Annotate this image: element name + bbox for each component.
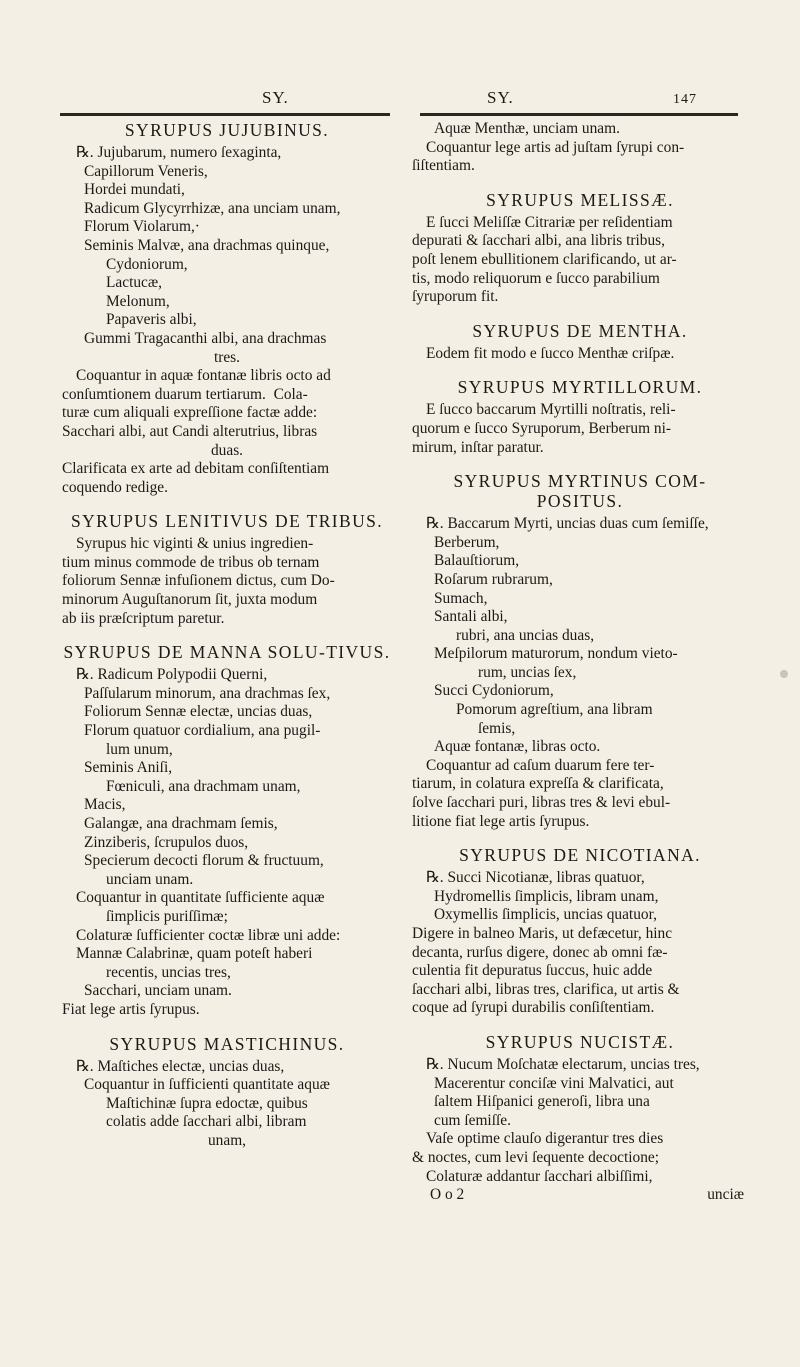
text-line: tis, modo reliquorum e ſucco parabilium (412, 269, 660, 287)
text-line: Papaveris albi, (106, 311, 197, 329)
text-line: E ſucco baccarum Myrtilli noſtratis, reli- (426, 401, 676, 419)
recipe-section (412, 845, 748, 1018)
text-line: Zinziberis, ſcrupulos duos, (84, 833, 249, 851)
text-line: ſolve ſacchari puri, libras tres & levi ebul- (412, 794, 671, 812)
text-line: Coquantur in aquæ fontanæ libris octo ad (76, 367, 331, 385)
section-title: SYRUPUS MYRTINUS COM-POSITUS. (453, 471, 707, 512)
text-line: Fœniculi, ana drachmam unam, (106, 777, 301, 795)
signature-mark: O o 2 (430, 1186, 465, 1204)
text-line: Florum Violarum,· (84, 218, 200, 236)
text-line: Oxymellis ſimplicis, uncias quatuor, (434, 906, 657, 924)
text-line: cum ſemiſſe. (434, 1111, 511, 1129)
text-line: culentia fit depuratus ſuccus, huic adde (412, 962, 653, 980)
text-line: ℞. Maſtiches electæ, uncias duas, (76, 1057, 285, 1075)
text-line: duas. (210, 441, 244, 459)
text-line: unciam unam. (106, 870, 194, 888)
header-rule-left (60, 113, 390, 116)
recipe-section (412, 321, 748, 364)
text-line: lum unum, (106, 740, 173, 758)
text-line: Coquantur in ſufficienti quantitate aquæ (84, 1076, 330, 1094)
recipe-section (62, 120, 392, 497)
text-line: Meſpilorum maturorum, nondum vieto- (434, 645, 678, 663)
text-line: Balauſtiorum, (434, 552, 520, 570)
text-line: ſiſtentiam. (412, 157, 475, 175)
section-title: SYRUPUS MELISSÆ. (486, 189, 674, 210)
text-line: poſt lenem ebullitionem clarificando, ut ar- (412, 250, 677, 268)
text-line: E ſucci Meliſſæ Citrariæ per reſidentiam (426, 213, 673, 231)
text-line: Florum quatuor cordialium, ana pugil- (84, 722, 321, 740)
text-line: Clarificata ex arte ad debitam conſiſtentiam (62, 460, 330, 478)
text-line: Hydromellis ſimplicis, libram unam, (434, 887, 659, 905)
text-line: tres. (213, 348, 241, 366)
recipe-section (412, 120, 748, 176)
text-line: rubri, ana uncias duas, (456, 626, 595, 644)
text-line: Aquæ fontanæ, libras octo. (434, 738, 601, 756)
text-line: Specierum decocti florum & fructuum, (84, 852, 324, 870)
text-line: Aquæ Menthæ, unciam unam. (434, 120, 620, 137)
text-line: Coquantur in quantitate ſufficiente aquæ (76, 889, 325, 907)
recipe-section (62, 642, 392, 1019)
text-line: Roſarum rubrarum, (434, 570, 553, 588)
text-line: Colaturæ ſufficienter coctæ libræ uni adde: (76, 926, 341, 944)
text-line: ℞. Succi Nicotianæ, libras quatuor, (426, 869, 645, 887)
section-title: SYRUPUS DE MANNA SOLU-TIVUS. (63, 642, 391, 663)
text-line: Hordei mundati, (84, 181, 185, 199)
section-title: SYRUPUS LENITIVUS DE TRIBUS. (70, 511, 384, 532)
text-line: Colaturæ addantur ſacchari albiſſimi, (426, 1167, 653, 1185)
text-line: colatis adde ſacchari albi, libram (106, 1113, 307, 1131)
text-line: unam, (207, 1131, 247, 1149)
text-line: Capillorum Veneris, (84, 162, 208, 180)
text-line: Sacchari, unciam unam. (84, 982, 232, 1000)
text-line: Coquantur lege artis ad juſtam ſyrupi con- (426, 138, 685, 156)
text-line: depurati & ſacchari albi, ana libris tribus, (412, 232, 666, 250)
text-line: Foliorum Sennæ electæ, uncias duas, (84, 703, 313, 721)
text-line: ſyruporum fit. (412, 288, 499, 306)
text-line: ℞. Radicum Polypodii Querni, (76, 666, 268, 684)
text-line: Santali albi, (434, 608, 508, 626)
text-line: Pomorum agreſtium, ana libram (456, 701, 653, 719)
text-line: foliorum Sennæ infuſionem dictus, cum Do- (62, 572, 335, 590)
recipe-section (62, 1034, 392, 1151)
text-line: Lactucæ, (106, 274, 162, 292)
section-title: SYRUPUS MASTICHINUS. (109, 1033, 345, 1054)
page-blemish (780, 670, 788, 678)
text-line: Eodem fit modo e ſucco Menthæ criſpæ. (426, 344, 675, 362)
text-line: Macerentur conciſæ vini Malvatici, aut (434, 1074, 674, 1092)
catchword: unciæ (707, 1186, 744, 1204)
text-line: turæ cum aliquali expreſſione factæ adde: (62, 404, 318, 422)
text-line: Melonum, (106, 292, 170, 310)
section-title: SYRUPUS JUJUBINUS. (124, 120, 330, 140)
text-line: coque ad ſyrupi durabilis conſiſtentiam. (412, 999, 655, 1017)
text-line: Syrupus hic viginti & unius ingredien- (76, 535, 314, 553)
text-line: Berberum, (434, 533, 500, 551)
text-line: recentis, uncias tres, (106, 963, 231, 981)
text-line: Digere in balneo Maris, ut defæcetur, hinc (412, 925, 673, 942)
section-title: SYRUPUS MYRTILLORUM. (457, 377, 703, 398)
text-line: conſumtionem duarum tertiarum. Cola- (62, 385, 308, 403)
text-line: tium minus commode de tribus ob ternam (62, 553, 320, 571)
text-line: Vaſe optime clauſo digerantur tres dies (426, 1130, 664, 1148)
page-footer (412, 1186, 748, 1205)
text-line: Fiat lege artis ſyrupus. (62, 1000, 200, 1018)
text-line: Seminis Malvæ, ana drachmas quinque, (84, 236, 330, 254)
text-line: ℞. Jujubarum, numero ſexaginta, (76, 144, 282, 161)
text-line: Maſtichinæ ſupra edoctæ, quibus (106, 1094, 308, 1112)
text-line: Paſſularum minorum, ana drachmas ſex, (84, 684, 331, 702)
right-column (412, 120, 748, 1205)
text-line: minorum Auguſtanorum ſit, juxta modum (62, 591, 318, 609)
text-line: coquendo redige. (62, 478, 168, 496)
text-line: ℞. Nucum Moſchatæ electarum, uncias tres, (426, 1055, 700, 1073)
text-line: mirum, inſtar paratur. (412, 438, 544, 456)
section-title: SYRUPUS DE MENTHA. (472, 320, 688, 341)
text-line: ℞. Baccarum Myrti, uncias duas cum ſemiſſe, (426, 515, 709, 533)
recipe-section (412, 377, 748, 457)
section-title: SYRUPUS DE NICOTIANA. (459, 845, 701, 866)
text-line: Succi Cydoniorum, (434, 682, 554, 700)
header-right: SY. (487, 88, 514, 107)
text-line: Gummi Tragacanthi albi, ana drachmas (84, 329, 327, 347)
running-header (40, 88, 730, 108)
text-line: Macis, (84, 796, 126, 814)
recipe-section (412, 1032, 748, 1186)
page-number: 147 (673, 92, 697, 107)
text-line: Coquantur ad caſum duarum fere ter- (426, 756, 655, 774)
text-line: ab iis præſcriptum paretur. (62, 609, 225, 627)
text-line: tiarum, in colatura expreſſa & clarificata, (412, 775, 664, 793)
text-line: decanta, rurſus digere, donec ab omni fæ- (412, 943, 668, 961)
section-title: SYRUPUS NUCISTÆ. (485, 1031, 675, 1052)
recipe-section (412, 190, 748, 307)
text-line: quorum e ſucco Syruporum, Berberum ni- (412, 419, 672, 437)
text-line: rum, uncias ſex, (478, 663, 577, 681)
recipe-section (412, 471, 748, 831)
text-line: ſaltem Hiſpanici generoſi, libra una (434, 1093, 650, 1111)
text-line: Radicum Glycyrrhizæ, ana unciam unam, (84, 199, 341, 217)
text-line: Cydoniorum, (106, 255, 188, 273)
left-column (62, 120, 392, 1151)
text-line: Mannæ Calabrinæ, quam poteſt haberi (76, 945, 313, 963)
text-line: & noctes, cum levi ſequente decoctione; (412, 1148, 660, 1166)
header-left: SY. (262, 88, 289, 107)
recipe-section (62, 511, 392, 628)
text-line: Galangæ, ana drachmam ſemis, (84, 815, 278, 832)
text-line: litione fiat lege artis ſyrupus. (412, 812, 590, 830)
text-line: Sacchari albi, aut Candi alterutrius, libras (62, 422, 318, 440)
text-line: ſemis, (478, 719, 516, 737)
header-rule-right (420, 113, 738, 116)
text-line: Seminis Aniſi, (84, 759, 173, 777)
text-line: ſacchari albi, libras tres, clarifica, ut artis & (412, 980, 680, 998)
text-line: ſimplicis puriſſimæ; (106, 907, 228, 925)
text-line: Sumach, (434, 589, 488, 607)
